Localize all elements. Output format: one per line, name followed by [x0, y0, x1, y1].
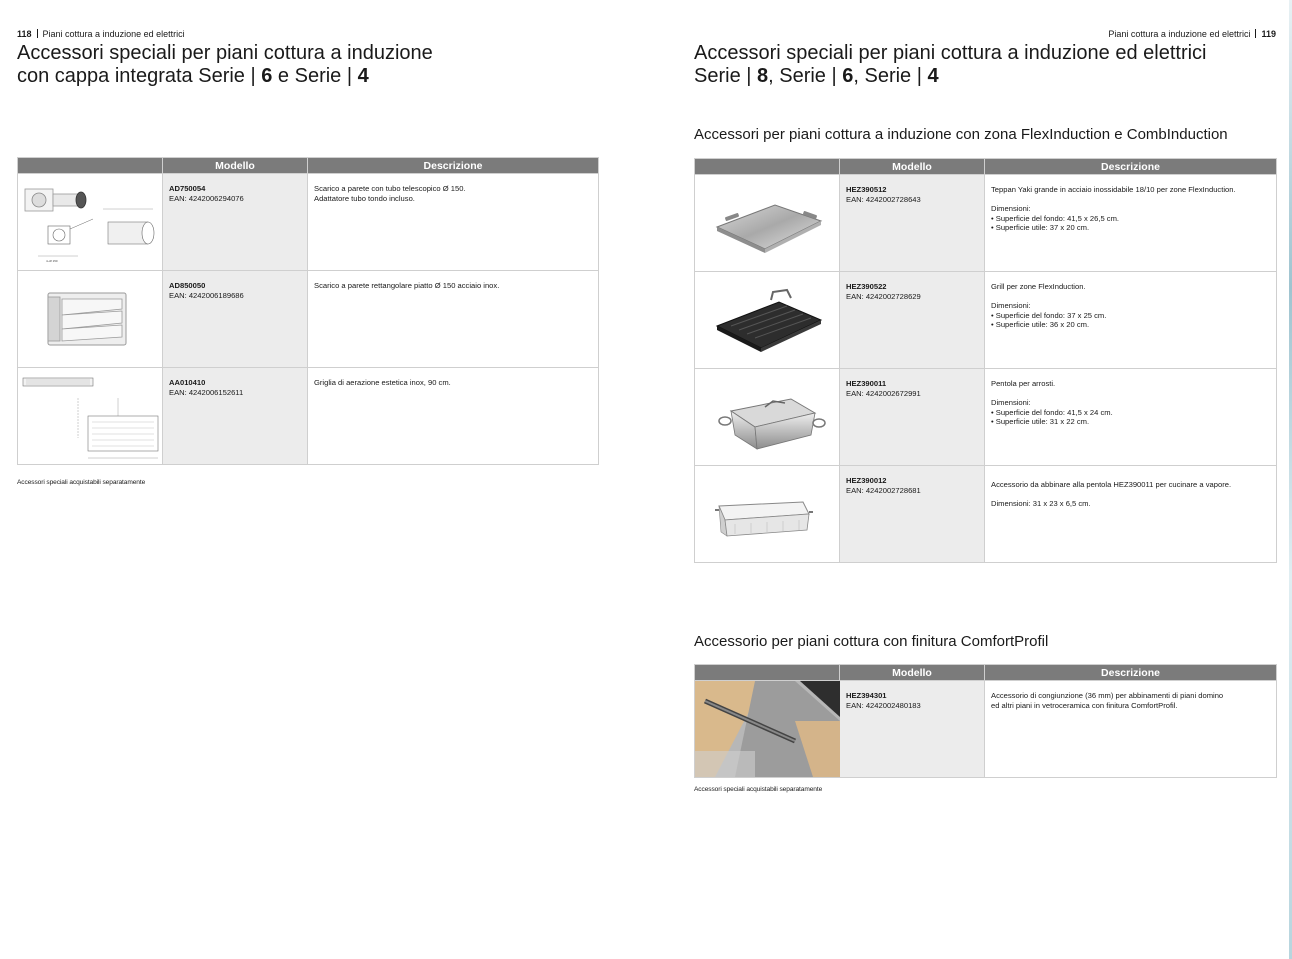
description-cell: [985, 272, 1277, 369]
model-code: HEZ394301: [846, 691, 887, 700]
running-head-right: [1108, 29, 1276, 39]
comfortprofil-accessories-table: [694, 664, 1277, 778]
dimension-line: • Superficie utile: 31 x 22 cm.: [991, 417, 1090, 427]
ean-code: EAN: 4242006152611: [169, 387, 244, 397]
header-image-col: [18, 158, 163, 174]
page-title: [694, 42, 1207, 88]
section-title: Piani cottura a induzione ed elettrici: [42, 29, 185, 39]
model-cell: [840, 681, 985, 778]
product-image: [695, 369, 840, 466]
description-cell: [985, 466, 1277, 563]
header-model: Modello: [840, 665, 985, 681]
description-line: Adattatore tubo tondo incluso.: [314, 193, 415, 203]
page-title: [17, 42, 433, 88]
model-code: AA010410: [169, 378, 206, 387]
product-image: [18, 174, 163, 271]
table-row: [695, 466, 1277, 563]
table-row: [695, 175, 1277, 272]
table-row: [18, 271, 599, 368]
left-page: [17, 0, 598, 959]
product-image: [695, 272, 840, 369]
header-description: Descrizione: [985, 665, 1277, 681]
model-code: AD850050: [169, 281, 206, 290]
model-code: HEZ390512: [846, 185, 887, 194]
table-row: [695, 272, 1277, 369]
model-cell: [840, 466, 985, 563]
table-row: [695, 369, 1277, 466]
dimension-line: • Superficie del fondo: 41,5 x 24 cm.: [991, 407, 1113, 417]
section-subheading: Accessori per piani cottura a induzione con zona FlexInduction e CombInduction: [694, 126, 1228, 143]
model-cell: [840, 272, 985, 369]
table-header-row: [695, 159, 1277, 175]
title-text: con cappa integrata Serie |: [17, 65, 262, 87]
ventilation-grille-diagram-icon: [18, 368, 163, 464]
description-cell: [985, 369, 1277, 466]
model-cell: [840, 175, 985, 272]
svg-text:4~Ø 150: 4~Ø 150: [46, 259, 58, 263]
product-image: [18, 271, 163, 368]
dimensions-label: Dimensioni:: [991, 301, 1031, 311]
title-line-1: Accessori speciali per piani cottura a induzione: [17, 42, 433, 64]
divider: [37, 29, 38, 38]
dimension-line: • Superficie utile: 36 x 20 cm.: [991, 320, 1090, 330]
table-row: [18, 174, 599, 271]
model-code: HEZ390522: [846, 282, 887, 291]
page-number: 119: [1261, 29, 1276, 39]
product-image: [695, 681, 840, 778]
header-description: Descrizione: [308, 158, 599, 174]
title-text: e Serie |: [272, 65, 358, 87]
series-number: 4: [927, 65, 939, 87]
right-page: [694, 0, 1276, 959]
ean-code: EAN: 4242002728681: [846, 485, 921, 495]
steam-insert-icon: [695, 466, 840, 562]
model-cell: [840, 369, 985, 466]
model-cell: [163, 368, 308, 465]
divider: [1255, 29, 1256, 38]
page-number: 118: [17, 29, 32, 39]
model-cell: [163, 174, 308, 271]
running-head-left: [17, 29, 185, 39]
dimension-line: • Superficie del fondo: 37 x 25 cm.: [991, 310, 1107, 320]
footnote: Accessori speciali acquistabili separatamente: [17, 479, 146, 486]
spacer: [991, 490, 1270, 500]
section-title: Piani cottura a induzione ed elettrici: [1108, 29, 1251, 39]
description-line: Teppan Yaki grande in acciaio inossidabile 18/10 per zone FlexInduction.: [991, 185, 1236, 194]
roasting-pan-icon: [695, 369, 840, 465]
series-number: 4: [357, 65, 369, 87]
dimensions-label: Dimensioni:: [991, 204, 1031, 214]
ean-code: EAN: 4242002728629: [846, 291, 921, 301]
header-image-col: [695, 665, 840, 681]
description-line: ed altri piani in vetroceramica con finitura ComfortProfil.: [991, 700, 1178, 710]
description-cell: [985, 681, 1277, 778]
description-cell: [308, 368, 599, 465]
series-number: 6: [842, 65, 854, 87]
connection-profile-photo-icon: [695, 681, 840, 777]
dimensions-label: Dimensioni:: [991, 398, 1031, 408]
model-cell: [163, 271, 308, 368]
model-code: HEZ390012: [846, 476, 887, 485]
product-image: [18, 368, 163, 465]
product-image: [695, 466, 840, 563]
description-cell: [985, 175, 1277, 272]
description-line: Grill per zone FlexInduction.: [991, 282, 1086, 291]
dimension-line: • Superficie del fondo: 41,5 x 26,5 cm.: [991, 213, 1120, 223]
ean-code: EAN: 4242002672991: [846, 388, 921, 398]
description-line: Griglia di aerazione estetica inox, 90 cm.: [314, 378, 451, 387]
section-subheading: Accessorio per piani cottura con finitura ComfortProfil: [694, 633, 1049, 650]
spacer: [991, 389, 1270, 399]
description-line: Scarico a parete con tubo telescopico Ø 150.: [314, 184, 466, 193]
header-model: Modello: [163, 158, 308, 174]
title-text: , Serie |: [768, 65, 843, 87]
flexinduction-accessories-table: [694, 158, 1277, 563]
ean-code: EAN: 4242006189686: [169, 290, 244, 300]
table-header-row: [695, 665, 1277, 681]
title-text: , Serie |: [853, 65, 928, 87]
description-line: Pentola per arrosti.: [991, 379, 1056, 388]
wall-vent-flap-icon: [18, 271, 163, 367]
description-line: Scarico a parete rettangolare piatto Ø 150 acciaio inox.: [314, 281, 500, 290]
description-cell: [308, 174, 599, 271]
series-number: 8: [757, 65, 769, 87]
footnote: Accessori speciali acquistabili separatamente: [694, 786, 823, 793]
dimensions-label: Dimensioni: 31 x 23 x 6,5 cm.: [991, 499, 1091, 509]
ean-code: EAN: 4242006294076: [169, 193, 244, 203]
series-number: 6: [261, 65, 273, 87]
table-header-row: [18, 158, 599, 174]
title-line-1: Accessori speciali per piani cottura a induzione ed elettrici: [694, 42, 1207, 64]
description-line: Accessorio da abbinare alla pentola HEZ390011 per cucinare a vapore.: [991, 480, 1232, 489]
header-description: Descrizione: [985, 159, 1277, 175]
spacer: [991, 195, 1270, 205]
header-model: Modello: [840, 159, 985, 175]
ean-code: EAN: 4242002728643: [846, 194, 921, 204]
teppan-yaki-plate-icon: [695, 175, 840, 271]
dimension-line: • Superficie utile: 37 x 20 cm.: [991, 223, 1090, 233]
description-line: Accessorio di congiunzione (36 mm) per abbinamenti di piani domino: [991, 691, 1224, 700]
table-row: [695, 681, 1277, 778]
model-code: AD750054: [169, 184, 206, 193]
table-row: [18, 368, 599, 465]
ean-code: EAN: 4242002480183: [846, 700, 921, 710]
accessories-table: [17, 157, 599, 465]
description-cell: [308, 271, 599, 368]
product-image: [695, 175, 840, 272]
model-code: HEZ390011: [846, 379, 887, 388]
wall-duct-diagram-icon: [18, 174, 163, 270]
grill-plate-icon: [695, 272, 840, 368]
spacer: [991, 292, 1270, 302]
header-image-col: [695, 159, 840, 175]
title-text: Serie |: [694, 65, 757, 87]
